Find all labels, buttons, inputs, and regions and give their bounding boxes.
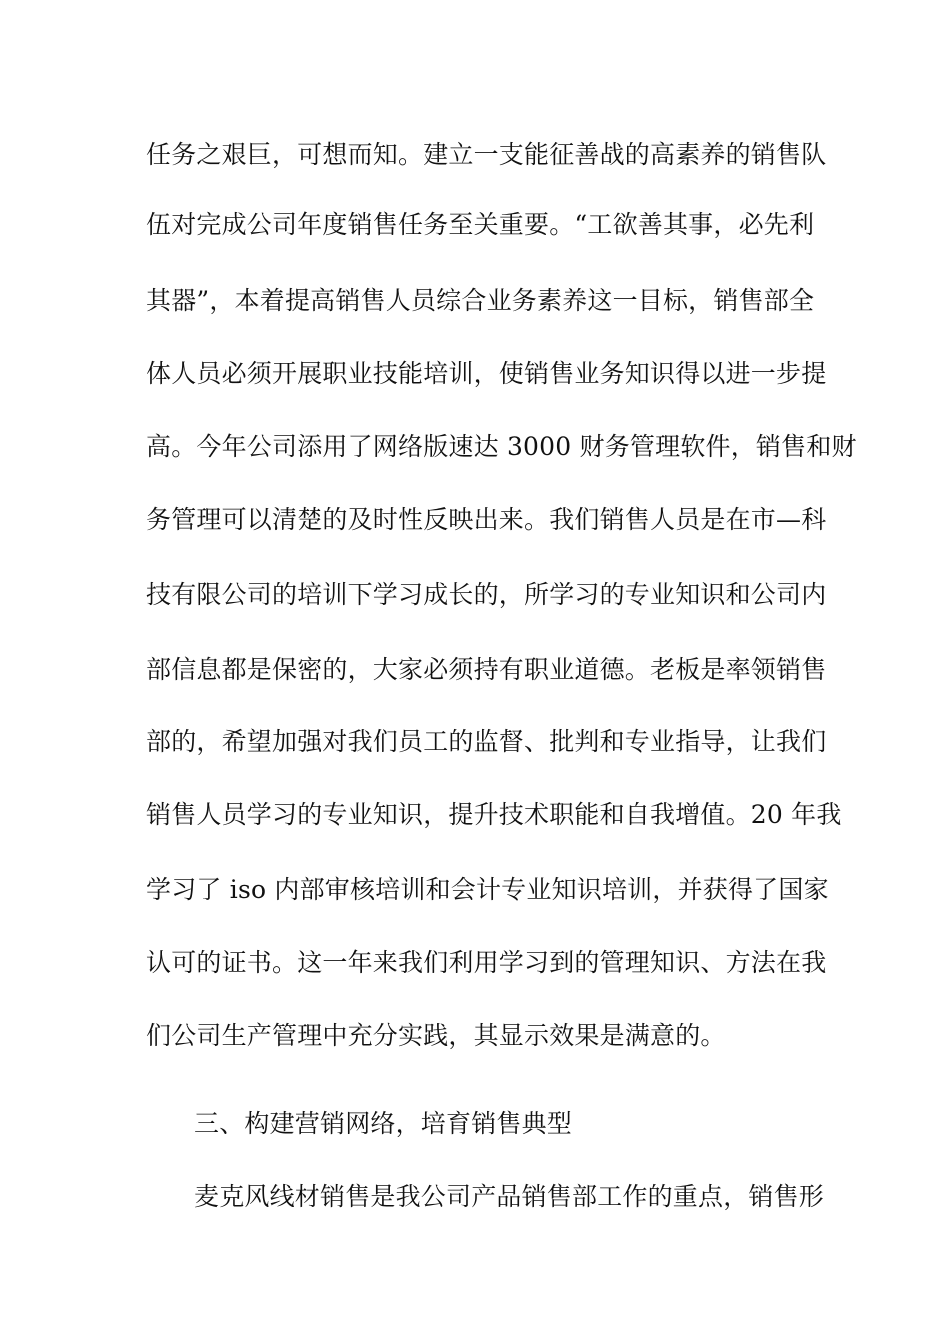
paragraph-line: 们公司生产管理中充分实践，其显示效果是满意的。 (146, 1021, 726, 1050)
paragraph-line: 销售人员学习的专业知识，提升技术职能和自我增值。20 年我 (146, 800, 842, 829)
paragraph-line: 伍对完成公司年度销售任务至关重要。“工欲善其事，必先利 (146, 210, 815, 239)
paragraph-line: 高。今年公司添用了网络版速达 3000 财务管理软件，销售和财 (146, 432, 857, 461)
paragraph-line: 体人员必须开展职业技能培训，使销售业务知识得以进一步提 (146, 359, 827, 388)
paragraph-line: 部信息都是保密的，大家必须持有职业道德。老板是率领销售 (146, 655, 827, 684)
paragraph-line: 麦克风线材销售是我公司产品销售部工作的重点，销售形 (194, 1182, 825, 1211)
section-heading: 三、构建营销网络，培育销售典型 (194, 1109, 573, 1138)
paragraph-line: 部的，希望加强对我们员工的监督、批判和专业指导，让我们 (146, 727, 827, 756)
paragraph-line: 任务之艰巨，可想而知。建立一支能征善战的高素养的销售队 (146, 140, 827, 169)
paragraph-line: 认可的证书。这一年来我们利用学习到的管理知识、方法在我 (146, 948, 827, 977)
paragraph-line: 务管理可以清楚的及时性反映出来。我们销售人员是在市—科 (146, 505, 827, 534)
paragraph-line: 技有限公司的培训下学习成长的，所学习的专业知识和公司内 (146, 580, 827, 609)
paragraph-line: 其器”，本着提高销售人员综合业务素养这一目标，销售部全 (146, 286, 815, 315)
paragraph-line: 学习了 iso 内部审核培训和会计专业知识培训，并获得了国家 (146, 875, 829, 904)
